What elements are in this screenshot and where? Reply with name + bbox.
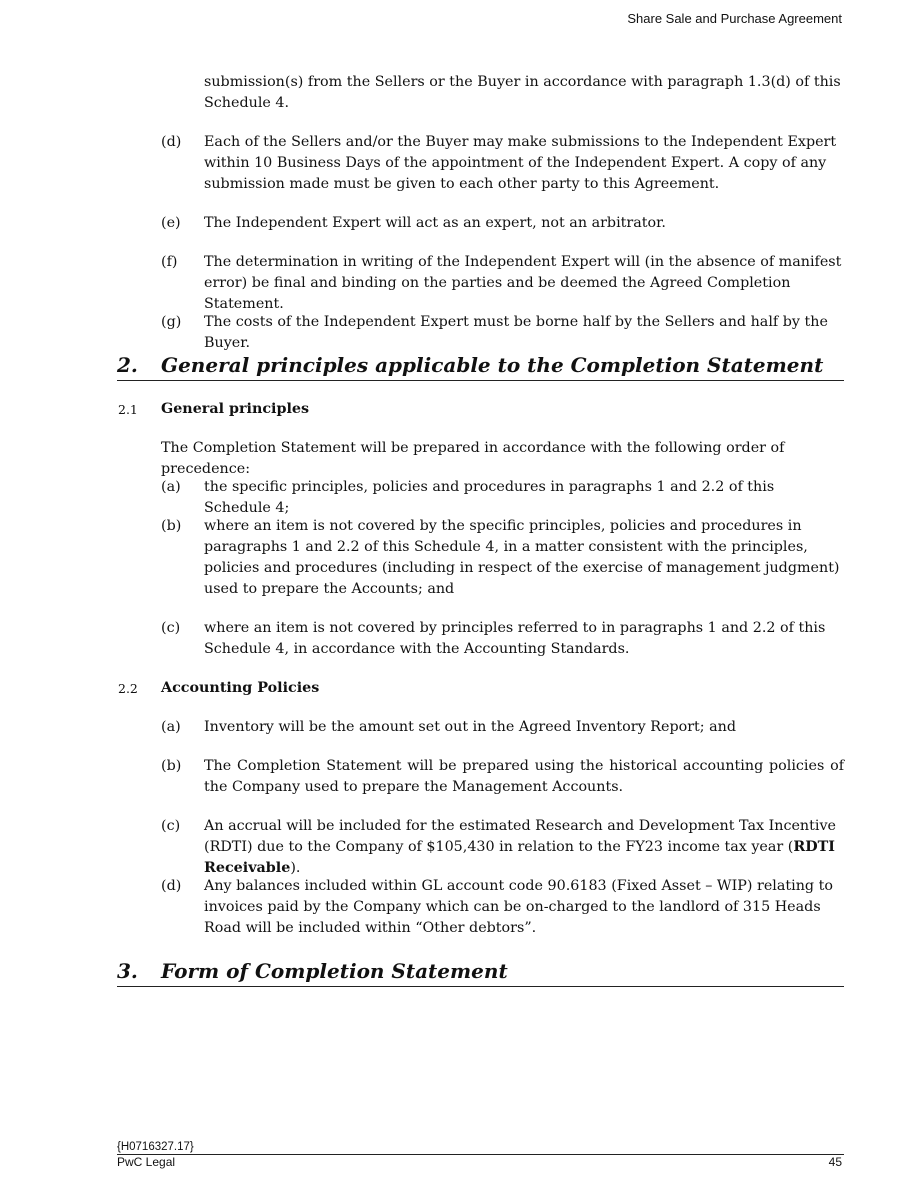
section-number: 2.	[117, 353, 138, 377]
item-text: where an item is not covered by principles referred to in paragraphs 1 and 2.2 of this Schedule 4, in accordance with the Accounting Standards.	[204, 620, 826, 657]
subsection-number: 2.2	[118, 681, 138, 696]
subsection-intro-text: The Completion Statement will be prepared in accordance with the following order of precedence:	[161, 440, 785, 477]
section-number: 3.	[117, 959, 138, 983]
item-label: (g)	[161, 314, 182, 330]
intro-continuation-text: submission(s) from the Sellers or the Buyer in accordance with paragraph 1.3(d) of this Schedule 4.	[204, 74, 841, 111]
document-reference: {H0716327.17}	[117, 1141, 194, 1153]
page-number: 45	[828, 1155, 842, 1169]
section-title: Form of Completion Statement	[161, 959, 508, 983]
item-text-part: An accrual will be included for the estimated Research and Development Tax Incentive (RDTI) due to the Company of $105,430 in relation to the FY23 income tax year (	[204, 818, 836, 855]
item-text: where an item is not covered by the specific principles, policies and procedures in paragraphs 1 and 2.2 of this Schedule 4, in a matter consistent with the principles, policies and procedures (including in respect of the exercise of management judgment) used to prepare the Accounts; and	[204, 518, 840, 597]
item-label: (e)	[161, 215, 181, 231]
document-header-title: Share Sale and Purchase Agreement	[627, 11, 842, 26]
item-text: The determination in writing of the Independent Expert will (in the absence of manifest error) be final and binding on the parties and be deemed the Agreed Completion Statement.	[204, 254, 842, 312]
item-label: (f)	[161, 254, 178, 270]
item-label: (c)	[161, 818, 181, 834]
item-label: (c)	[161, 620, 181, 636]
defined-term: RDTI Receivable	[204, 839, 835, 876]
item-text: The Independent Expert will act as an expert, not an arbitrator.	[204, 215, 666, 231]
item-text: Any balances included within GL account code 90.6183 (Fixed Asset – WIP) relating to invoices paid by the Company which can be on-charged to the landlord of 315 Heads Road will be included within “Other debtors”.	[204, 878, 833, 936]
item-text-part: ).	[290, 860, 301, 876]
item-text: The costs of the Independent Expert must be borne half by the Sellers and half by the Buyer.	[204, 314, 828, 351]
item-text	[204, 816, 844, 879]
item-text: Inventory will be the amount set out in the Agreed Inventory Report; and	[204, 719, 737, 735]
section-2-heading	[117, 353, 844, 381]
item-text: Each of the Sellers and/or the Buyer may make submissions to the Independent Expert within 10 Business Days of the appointment of the Independent Expert. A copy of any submission made must be given to each other party to this Agreement.	[204, 134, 837, 192]
item-label: (d)	[161, 134, 182, 150]
item-label: (a)	[161, 719, 181, 735]
item-label: (a)	[161, 479, 181, 495]
footer-divider	[117, 1154, 844, 1155]
section-3-heading	[117, 959, 844, 987]
item-text: the specific principles, policies and procedures in paragraphs 1 and 2.2 of this Schedule 4;	[204, 479, 775, 516]
item-label: (d)	[161, 878, 182, 894]
item-label: (b)	[161, 518, 182, 534]
subsection-number: 2.1	[118, 402, 138, 417]
item-label: (b)	[161, 758, 182, 774]
item-text: The Completion Statement will be prepared using the historical accounting policies of the Company used to prepare the Management Accounts.	[204, 758, 844, 795]
section-title: General principles applicable to the Completion Statement	[161, 353, 824, 377]
subsection-title: General principles	[161, 401, 310, 417]
footer-organisation: PwC Legal	[117, 1155, 176, 1169]
subsection-title: Accounting Policies	[161, 680, 320, 696]
